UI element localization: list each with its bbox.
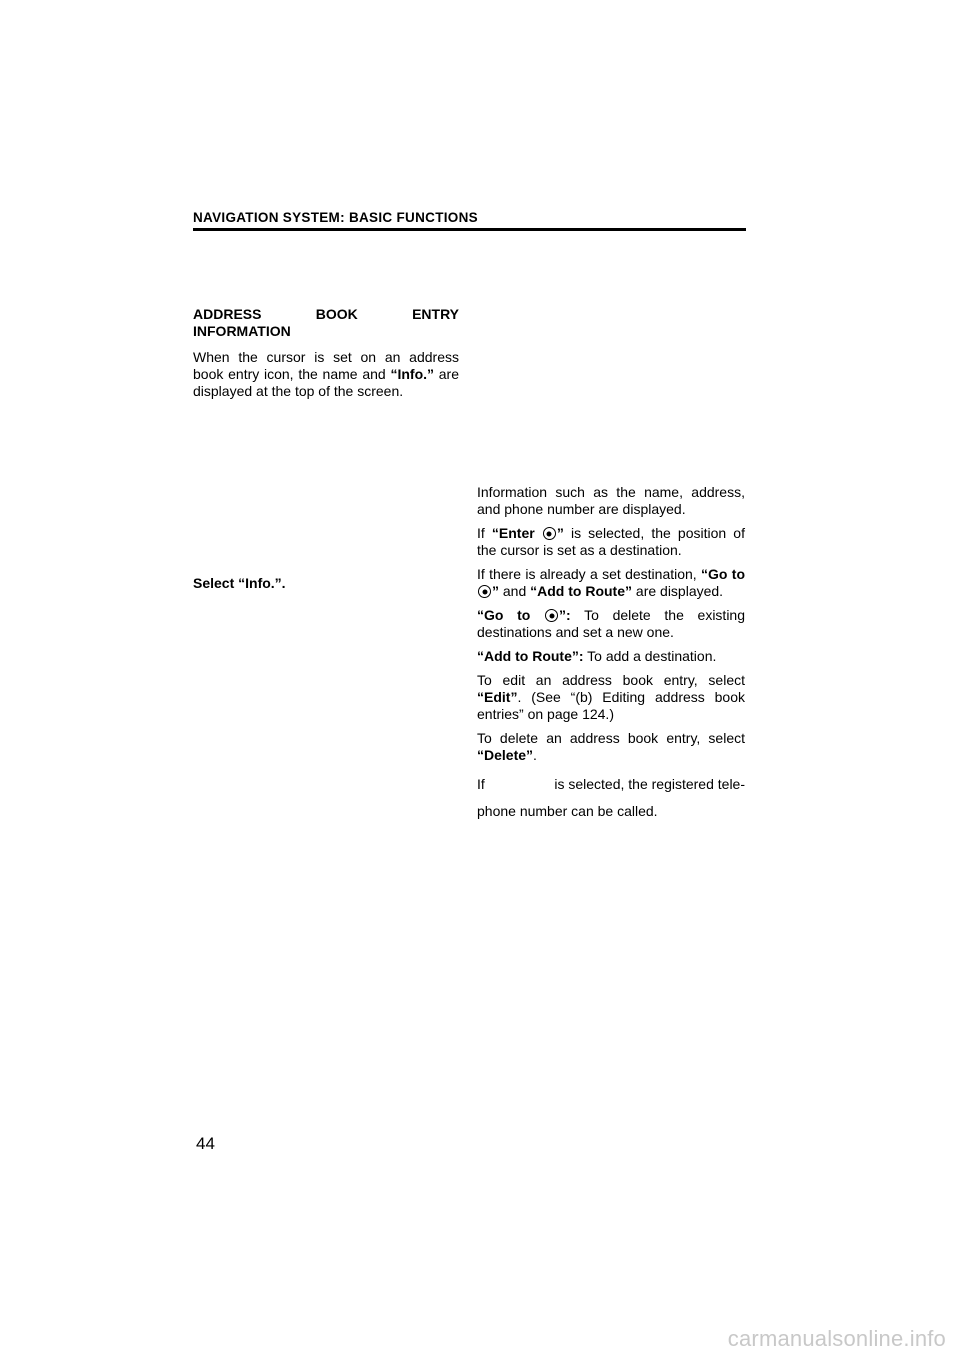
- tel-line-2: phone number can be called.: [477, 803, 658, 819]
- page-number: 44: [196, 1134, 215, 1153]
- left-column: [193, 306, 459, 400]
- section-title-word: ADDRESS: [193, 306, 262, 322]
- section-title-word: ENTRY: [412, 306, 459, 322]
- destination-flag-icon: [478, 585, 491, 598]
- header-rule: [193, 228, 746, 231]
- tel-if: If: [477, 776, 485, 792]
- go-to-paragraph: “Go to ”: To delete the existing destinations and set a new one.: [477, 607, 746, 640]
- section-title-line2: INFORMATION: [193, 323, 291, 339]
- destination-flag-icon: [543, 527, 556, 540]
- set-destination-paragraph: If there is already a set destination, “Go to ” and “Add to Route” are displayed.: [477, 566, 746, 599]
- tel-rest: is selected, the registered tele-: [554, 776, 745, 792]
- edit-paragraph: To edit an address book entry, select “Edit”. (See “(b) Editing address book entries” on page 124.): [477, 672, 745, 722]
- add-to-route-paragraph: “Add to Route”: To add a destination.: [477, 648, 717, 664]
- section-title: [193, 306, 459, 340]
- delete-paragraph: To delete an address book entry, select “Delete”.: [477, 730, 745, 763]
- enter-paragraph: If “Enter ” is selected, the position of the cursor is set as a destination.: [477, 525, 745, 558]
- tel-line: [477, 776, 745, 793]
- destination-flag-icon: [545, 609, 558, 622]
- step-instruction: Select “Info.”.: [193, 575, 286, 591]
- watermark: carmanualsonline.info: [727, 1326, 946, 1351]
- section-title-word: BOOK: [315, 306, 358, 322]
- right-column: [477, 484, 745, 827]
- running-header: NAVIGATION SYSTEM: BASIC FUNCTIONS: [193, 210, 478, 225]
- intro-paragraph: When the cursor is set on an address book entry icon, the name and “Info.” are displayed at the top of the screen.: [193, 349, 460, 399]
- info-paragraph: Information such as the name, address, and phone number are displayed.: [477, 484, 745, 517]
